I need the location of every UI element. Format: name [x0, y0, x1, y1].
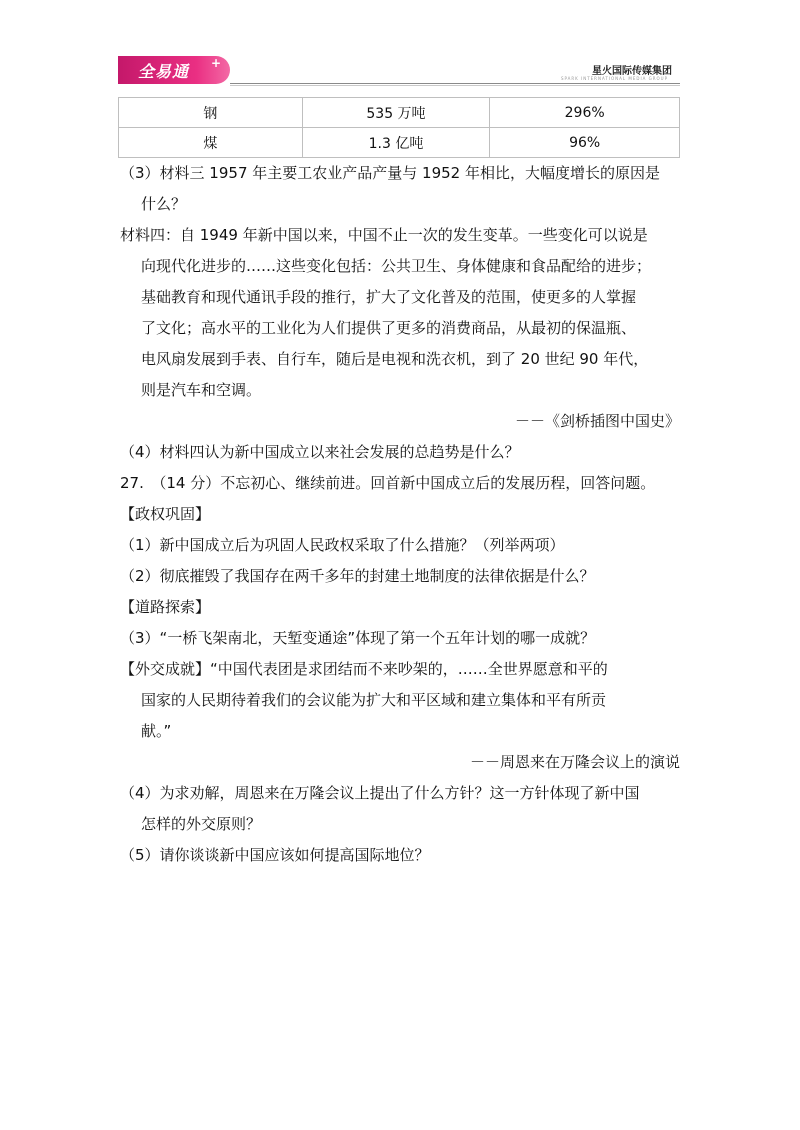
logo-text: 全易通 [138, 62, 190, 81]
section-heading-road: 【道路探索】 [120, 598, 211, 616]
section-3-question-4-line2: 怎样的外交原则？ [141, 815, 262, 833]
table-cell: 96% [490, 128, 680, 158]
brand-logo [118, 56, 230, 84]
section-3-question-4-line1: （4）为求劝解，周恩来在万隆会议上提出了什么方针？这一方针体现了新中国 [120, 784, 640, 802]
table-cell: 钢 [119, 98, 303, 128]
company-subtitle: SPARK INTERNATIONAL MEDIA GROUP [560, 76, 668, 81]
material-4-line3: 基础教育和现代通讯手段的推行，扩大了文化普及的范围，使更多的人掌握 [141, 288, 637, 306]
section-heading-regime: 【政权巩固】 [120, 505, 211, 523]
table-row [119, 128, 680, 158]
page-header [118, 56, 680, 86]
table-row [119, 98, 680, 128]
question-3-line1: （3）材料三 1957 年主要工农业产品产量与 1952 年相比，大幅度增长的原因是 [120, 164, 660, 182]
section-3-question-5: （5）请你谈谈新中国应该如何提高国际地位？ [120, 846, 430, 864]
material-4-line1: 材料四：自 1949 年新中国以来，中国不止一次的发生变革。一些变化可以说是 [120, 226, 648, 244]
company-name: 星火国际传媒集团 [592, 66, 672, 77]
table-cell: 1.3 亿吨 [302, 128, 490, 158]
question-27: 27. （14 分）不忘初心、继续前进。回首新中国成立后的发展历程，回答问题。 [120, 474, 656, 492]
diplomacy-quote-line1: 【外交成就】“中国代表团是求团结而不来吵架的，……全世界愿意和平的 [120, 660, 608, 678]
section-1-question-2: （2）彻底摧毁了我国存在两千多年的封建土地制度的法律依据是什么？ [120, 567, 595, 585]
question-3-line2: 什么？ [141, 195, 187, 213]
diplomacy-quote-line2: 国家的人民期待着我们的会议能为扩大和平区域和建立集体和平有所贡 [141, 691, 607, 709]
section-2-question-3: （3）“一桥飞架南北，天堑变通途”体现了第一个五年计划的哪一成就？ [120, 629, 596, 647]
table-cell: 535 万吨 [302, 98, 490, 128]
production-table [118, 97, 680, 158]
material-4-source: －－《剑桥插图中国史》 [514, 412, 680, 430]
header-divider-thin [230, 85, 680, 86]
table-cell: 296% [490, 98, 680, 128]
header-divider [230, 83, 680, 84]
material-4-line2: 向现代化进步的……这些变化包括：公共卫生、身体健康和食品配给的进步； [141, 257, 652, 275]
material-4-line5: 电风扇发展到手表、自行车，随后是电视和洗衣机，到了 20 世纪 90 年代， [141, 350, 649, 368]
material-4-line4: 了文化；高水平的工业化为人们提供了更多的消费商品，从最初的保温瓶、 [141, 319, 637, 337]
logo-plus: + [211, 56, 222, 70]
section-1-question-1: （1）新中国成立后为巩固人民政权采取了什么措施？（列举两项） [120, 536, 565, 554]
table-cell: 煤 [119, 128, 303, 158]
diplomacy-quote-source: －－周恩来在万隆会议上的演说 [469, 753, 680, 771]
material-4-line6: 则是汽车和空调。 [141, 381, 262, 399]
question-4: （4）材料四认为新中国成立以来社会发展的总趋势是什么？ [120, 443, 520, 461]
diplomacy-quote-line3: 献。” [141, 722, 172, 740]
